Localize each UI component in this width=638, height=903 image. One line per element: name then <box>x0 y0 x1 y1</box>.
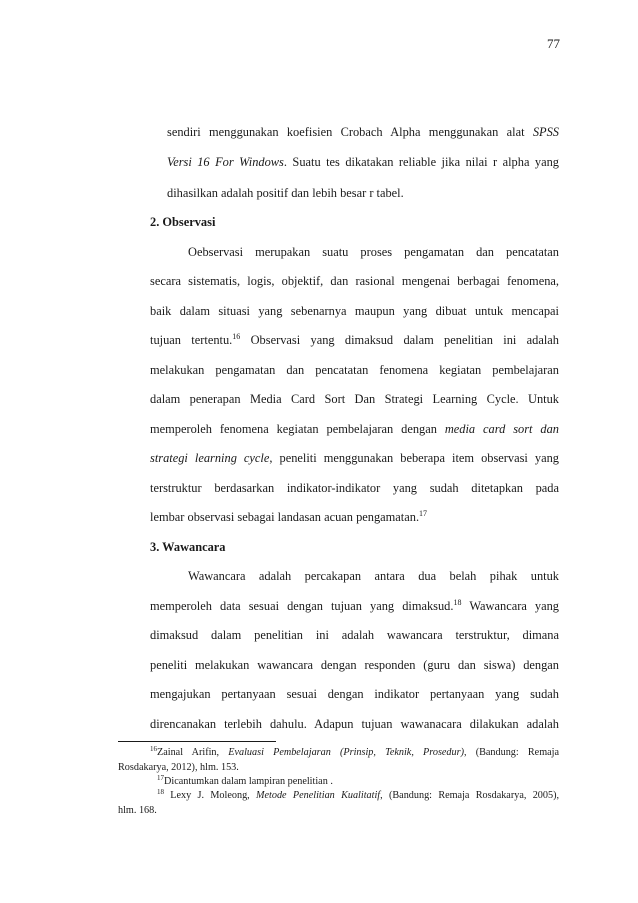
body-line: secara sistematis, logis, objektif, dan rasional mengenai berbagai fenomena, <box>150 274 559 288</box>
body-line: peneliti melakukan wawancara dengan responden (guru dan siswa) dengan <box>150 658 559 672</box>
body-line: terstruktur berdasarkan indikator-indikator yang sudah ditetapkan pada <box>150 481 559 495</box>
body-line: tujuan tertentu.$^{16}$ Observasi yang dimaksud dalam penelitian ini adalah <box>150 332 560 347</box>
body-line: Wawancara adalah percakapan antara dua belah pihak untuk <box>188 569 559 583</box>
body-line: Oebservasi merupakan suatu proses pengamatan dan pencatatan <box>188 245 559 259</box>
body-line: baik dalam situasi yang sebenarnya maupun yang dibuat untuk mencapai <box>150 304 559 318</box>
body-line: mengajukan pertanyaan sesuai dengan indikator pertanyaan yang sudah <box>150 687 559 701</box>
body-line: dihasilkan adalah positif dan lebih besar r tabel. <box>167 186 404 200</box>
footnote-ref-16: 16 <box>232 332 241 341</box>
body-line: sendiri menggunakan koefisien Crobach Alpha menggunakan alat SPSS <box>167 125 559 139</box>
body-line: strategi learning cycle, peneliti menggunakan beberapa item observasi yang <box>150 451 559 465</box>
footnote-18: $^{18}$ Lexy J. Moleong, Metode Penelitian Kualitatif, (Bandung: Remaja Rosdakarya, 2005), <box>157 788 560 801</box>
body-line: dimaksud dalam penelitian ini adalah wawancara terstruktur, dimana <box>150 628 559 642</box>
body-line: memperoleh data sesuai dengan tujuan yang dimaksud.$^{18}$ Wawancara yang <box>150 598 559 613</box>
body-line: melakukan pengamatan dan pencatatan fenomena kegiatan pembelajaran <box>150 363 559 377</box>
body-line: direncanakan terlebih dahulu. Adapun tujuan wawanacara dilakukan adalah <box>150 717 559 731</box>
footnote-17: $^{17}$Dicantumkan dalam lampiran penelitian . <box>157 774 333 787</box>
section-heading-wawancara: 3. Wawancara <box>150 540 226 554</box>
page-number: 77 <box>547 36 560 51</box>
footnote-18-cont: hlm. 168. <box>118 805 157 816</box>
footnote-ref-17: 17 <box>419 509 428 518</box>
footnote-ref-18: 18 <box>453 598 462 607</box>
body-line: memperoleh fenomena kegiatan pembelajaran dengan media card sort dan <box>150 422 559 436</box>
footnote-16-cont: Rosdakarya, 2012), hlm. 153. <box>118 762 239 773</box>
body-line: dalam penerapan Media Card Sort Dan Strategi Learning Cycle. Untuk <box>150 392 559 406</box>
body-line: Versi 16 For Windows. Suatu tes dikatakan reliable jika nilai r alpha yang <box>167 155 559 169</box>
body-line: lembar observasi sebagai landasan acuan pengamatan.$^{17}$ <box>150 509 428 524</box>
footnote-separator <box>118 741 276 742</box>
footnote-16: $^{16}$Zainal Arifin, Evaluasi Pembelajaran (Prinsip, Teknik, Prosedur), (Bandung: Remaja <box>150 745 560 758</box>
section-heading-observasi: 2. Observasi <box>150 215 216 229</box>
